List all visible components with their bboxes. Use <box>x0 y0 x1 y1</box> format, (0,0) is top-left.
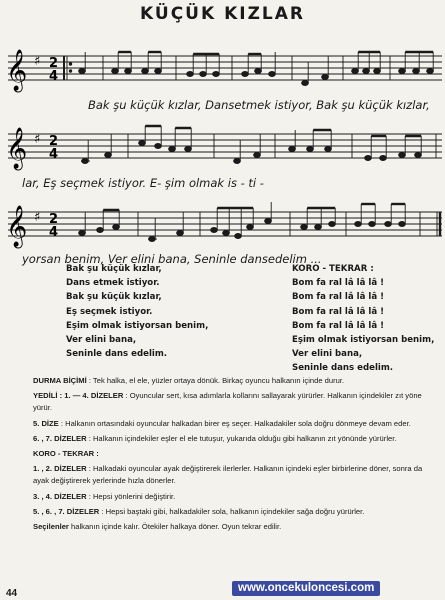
instruction-text: : Halkanın içindekiler eşler el ele tutuşur, yukarıda olduğu gibi halkanın zıt yönünde yürürler. <box>88 433 397 443</box>
chorus-line: Bom fa ral lâ lâ lâ ! <box>292 292 385 303</box>
instruction-label: YEDİLİ <box>33 391 58 401</box>
instruction-dize-6-7 <box>28 433 440 445</box>
music-staff-1 <box>0 38 445 102</box>
instruction-koro <box>28 448 440 460</box>
instruction-label: Seçilenler <box>33 522 69 532</box>
page-number: 44 <box>6 588 18 599</box>
chorus-line: Bom fa ral lâ lâ lâ ! <box>292 320 385 331</box>
verse-lyrics <box>66 262 276 361</box>
staff-notation <box>0 194 445 258</box>
time-signature-top: 2 <box>49 212 59 227</box>
page-title: KÜÇÜK KIZLAR <box>140 4 305 24</box>
staff-notation <box>0 38 445 102</box>
verse-line: Ver elini bana, <box>66 335 137 346</box>
chorus-line: Bom fa ral lâ lâ lâ ! <box>292 306 385 317</box>
sharp-icon: ♯ <box>34 132 41 147</box>
treble-clef-icon: 𝄞 <box>6 128 28 169</box>
instruction-label: DİZELER <box>90 391 124 401</box>
verse-line: Seninle dans edelim. <box>66 349 168 360</box>
instruction-text: : Halkadaki oyuncular ayak değiştirerek ilerlerler. Halkanın içindeki eşler birbirlerine döner, sonra da ayak değiştirerek yerlerinde hızla dönerler. <box>33 464 423 486</box>
instruction-text: : Halkanın ortasındaki oyuncular halkadan birer eş seçer. Halkadakiler sola doğru dönmeye devam eder. <box>60 418 411 428</box>
staff-3-lyrics: yorsan benim, Ver elini bana, Seninle dansedelim ... <box>22 252 322 266</box>
instruction-label: 5. , 6. , 7. DİZELER <box>33 506 100 516</box>
treble-clef-icon: 𝄞 <box>6 206 28 247</box>
sharp-icon: ♯ <box>34 54 41 69</box>
time-signature-top: 2 <box>49 56 59 71</box>
website-watermark: www.oncekuloncesi.com <box>232 581 380 596</box>
instruction-dize-5 <box>28 418 440 430</box>
instruction-label: 6. , 7. DİZELER <box>33 433 87 443</box>
instruction-label: 3. , 4. DİZELER <box>33 491 87 501</box>
instruction-label: : 1. — 4. <box>59 391 89 401</box>
staff-2-lyrics: lar, Eş seçmek istiyor. E- şim olmak is - ti - <box>22 176 264 190</box>
time-signature-bottom: 4 <box>49 225 59 240</box>
instruction-text: : Tek halka, el ele, yüzler ortaya dönük. Birkaç oyuncu halkanın içinde durur. <box>88 376 345 385</box>
instruction-label: 1. , 2. DİZELER <box>33 464 87 474</box>
instruction-label: DURMA BİÇİMİ <box>33 376 87 385</box>
music-staff-2 <box>0 116 445 180</box>
verse-line: Bak şu küçük kızlar, <box>66 292 162 303</box>
instruction-text: halkanın içinde kalır. Ötekiler halkaya döner. Oyun tekrar edilir. <box>71 522 282 532</box>
instruction-final <box>28 521 440 533</box>
chorus-line: Bom fa ral lâ lâ lâ ! <box>292 278 385 289</box>
time-signature-bottom: 4 <box>49 147 59 162</box>
verse-line: Eşim olmak istiyorsan benim, <box>66 320 209 331</box>
instruction-durma <box>28 375 440 387</box>
verse-line: Eş seçmek istiyor. <box>66 306 153 317</box>
sharp-icon: ♯ <box>34 210 41 225</box>
instruction-text: : Oyuncular sert, kısa adımlarla kollarını sallayarak yürürler. Halkanın içindekiler zıt yöne yürür. <box>33 391 422 413</box>
instruction-yedili <box>28 390 440 414</box>
dance-instructions <box>28 375 440 536</box>
staff-1-lyrics: Bak şu küçük kızlar, Dansetmek istiyor, Bak şu küçük kızlar, <box>88 98 430 112</box>
instruction-koro-5-6-7 <box>28 506 440 518</box>
staff-notation <box>0 116 445 180</box>
instruction-label: KORO - TEKRAR : <box>33 449 99 459</box>
verse-line: Dans etmek istiyor. <box>66 278 160 289</box>
chorus-line: Seninle dans edelim. <box>292 363 394 374</box>
verse-line: Bak şu küçük kızlar, <box>66 264 162 274</box>
instruction-label: 5. DİZE <box>33 418 59 428</box>
instruction-text: : Hepsi baştaki gibi, halkadakiler sola, halkanın içindekiler sağa doğru yürürler. <box>101 506 365 516</box>
treble-clef-icon: 𝄞 <box>6 50 28 91</box>
time-signature-bottom: 4 <box>49 69 59 84</box>
instruction-koro-1-2 <box>28 463 440 487</box>
chorus-heading: KORO - TEKRAR : <box>292 264 374 274</box>
chorus-lyrics <box>292 262 442 376</box>
time-signature-top: 2 <box>49 134 59 149</box>
instruction-text: : Hepsi yönlerini değiştirir. <box>88 491 176 501</box>
music-staff-3 <box>0 194 445 258</box>
chorus-line: Eşim olmak istiyorsan benim, <box>292 335 435 346</box>
chorus-line: Ver elini bana, <box>292 349 363 360</box>
instruction-koro-3-4 <box>28 491 440 503</box>
